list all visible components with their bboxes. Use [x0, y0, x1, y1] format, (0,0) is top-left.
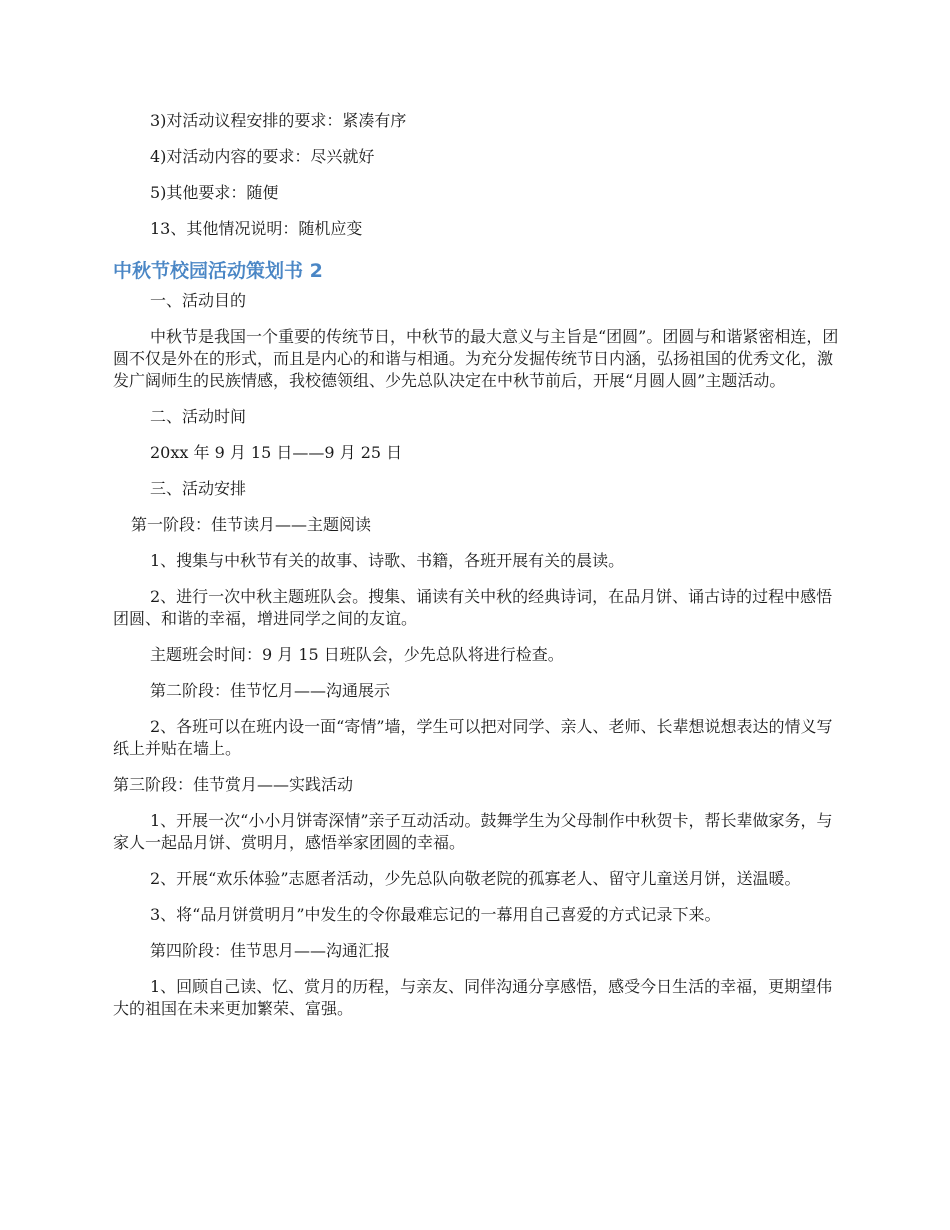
paragraph: 第一阶段：佳节读月——主题阅读 [131, 515, 372, 534]
paragraph: 1、回顾自己读、忆、赏月的历程，与亲友、同伴沟通分享感悟，感受今日生活的幸福，更期望伟大的祖国在未来更加繁荣、富强。 [113, 977, 833, 1018]
section-heading: 中秋节校园活动策划书 2 [113, 260, 323, 282]
paragraph: 3)对活动议程安排的要求：紧凑有序 [150, 111, 407, 130]
paragraph: 三、活动安排 [150, 479, 247, 498]
paragraph: 3、将“品月饼赏明月”中发生的令你最难忘记的一幕用自己喜爱的方式记录下来。 [150, 905, 721, 924]
paragraph: 一、活动目的 [150, 291, 247, 310]
paragraph: 2、各班可以在班内设一面“寄情”墙，学生可以把对同学、亲人、老师、长辈想说想表达的情义写纸上并贴在墙上。 [113, 717, 833, 758]
paragraph: 13、其他情况说明：随机应变 [150, 219, 363, 238]
paragraph: 主题班会时间：9 月 15 日班队会，少先总队将进行检查。 [150, 645, 564, 664]
paragraph: 2、进行一次中秋主题班队会。搜集、诵读有关中秋的经典诗词，在品月饼、诵古诗的过程中感悟团圆、和谐的幸福，增进同学之间的友谊。 [113, 587, 833, 628]
paragraph: 5)其他要求：随便 [150, 183, 279, 202]
paragraph: 中秋节是我国一个重要的传统节日，中秋节的最大意义与主旨是“团圆”。团圆与和谐紧密相连，团圆不仅是外在的形式，而且是内心的和谐与相通。为充分发掘传统节日内涵，弘扬祖国的优秀文化，激发广阔师生的民族情感，我校德领组、少先总队决定在中秋节前后，开展“月圆人圆”主题活动。 [113, 327, 839, 390]
paragraph: 第三阶段：佳节赏月——实践活动 [113, 775, 354, 794]
paragraph: 二、活动时间 [150, 407, 247, 426]
paragraph: 第四阶段：佳节思月——沟通汇报 [150, 941, 391, 960]
paragraph: 第二阶段：佳节忆月——沟通展示 [150, 681, 391, 700]
paragraph: 1、开展一次“小小月饼寄深情”亲子互动活动。鼓舞学生为父母制作中秋贺卡，帮长辈做家务，与家人一起品月饼、赏明月，感悟举家团圆的幸福。 [113, 811, 833, 852]
paragraph: 2、开展“欢乐体验”志愿者活动，少先总队向敬老院的孤寡老人、留守儿童送月饼，送温暖。 [150, 869, 801, 888]
document-content [113, 110, 843, 1020]
paragraph: 20xx 年 9 月 15 日——9 月 25 日 [150, 443, 403, 462]
paragraph: 1、搜集与中秋节有关的故事、诗歌、书籍，各班开展有关的晨读。 [150, 551, 625, 570]
paragraph: 4)对活动内容的要求：尽兴就好 [150, 147, 375, 166]
